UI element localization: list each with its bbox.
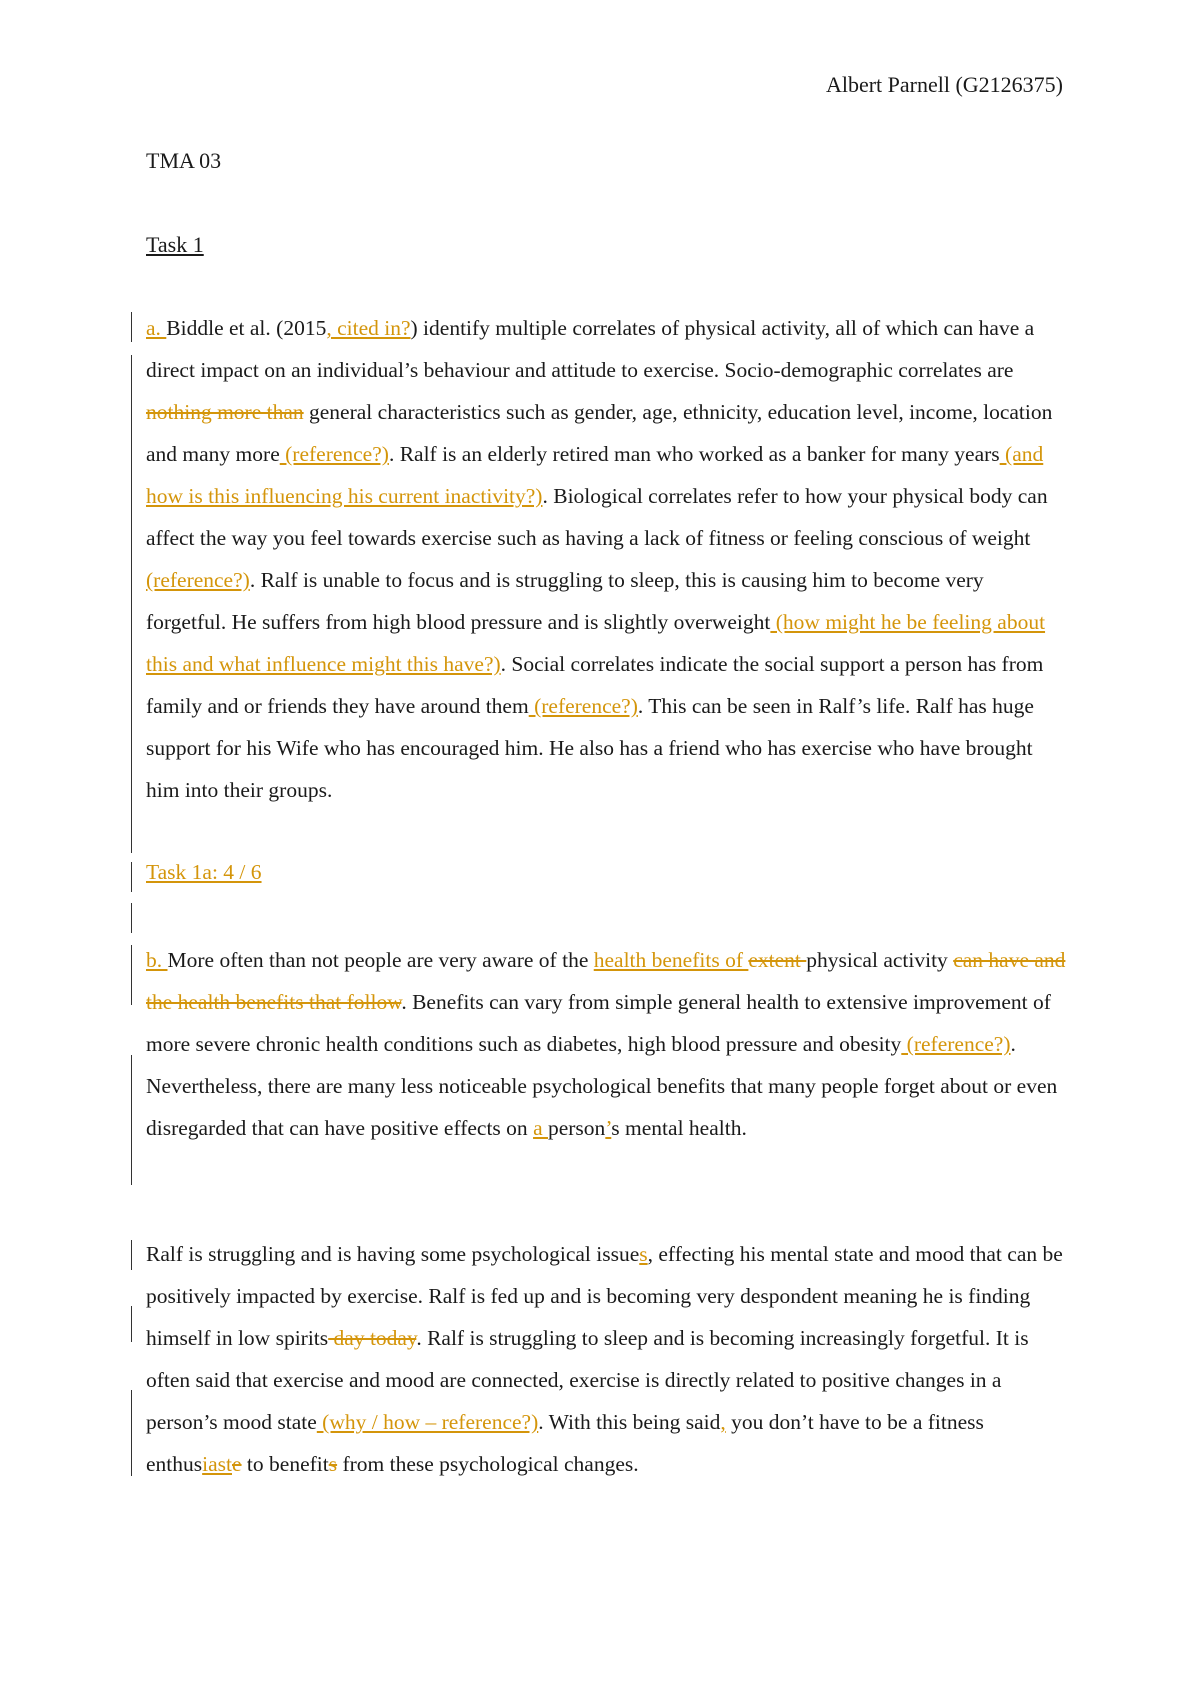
paragraph-task-1a: a. Biddle et al. (2015, cited in?) identify multiple correlates of physical activity, all of which can have a direct impact on an individual’s behaviour and attitude to exercise. Socio-demographic correlates are nothing more than general characteristics such as gender, age, ethnicity, education level, income, location and many more (reference?). Ralf is an elderly retired man who worked as a banker for many years (and how is this influencing his current inactivity?). Biological correlates refer to how your physical body can affect the way you feel towards exercise such as having a lack of fitness or feeling conscious of weight (reference?). Ralf is unable to focus and is struggling to sleep, this is causing him to become very forgetful. He suffers from high blood pressure and is slightly overweight (how might he be feeling about this and what influence might this have?). Social correlates indicate the social support a person has from family and or friends they have around them (reference?). This can be seen in Ralf’s life. Ralf has huge support for his Wife who has encouraged him. He also has a friend who has exercise who have brought him into their groups. <box>146 316 1053 802</box>
comment-insertion: (reference?) <box>279 442 389 466</box>
revision-bar <box>131 1306 132 1342</box>
revision-bar <box>131 312 132 342</box>
task-score: Task 1a: 4 / 6 <box>146 860 262 884</box>
comment-insertion: (and how is this influencing his current inactivity?) <box>146 442 1044 508</box>
revision-bar <box>131 945 132 1005</box>
inserted-text: iast <box>202 1452 232 1476</box>
comment-insertion: (why / how – reference?) <box>316 1410 539 1434</box>
revision-bar <box>131 862 132 892</box>
page-title: TMA 03 <box>146 148 222 173</box>
deleted-text: nothing more than <box>146 400 304 424</box>
inserted-text: a. <box>146 316 167 340</box>
paragraph-task-1b-continued: Ralf is struggling and is having some psychological issues, effecting his mental state and mood that can be positively impacted by exercise. Ralf is fed up and is becoming very despondent meaning he is finding himself in low spirits day today. Ralf is struggling to sleep and is becoming increasingly forgetful. It is often said that exercise and mood are connected, exercise is directly related to positive changes in a person’s mood state (why / how – reference?). With this being said, you don’t have to be a fitness enthusiaste to benefits from these psychological changes. <box>146 1242 1063 1476</box>
comment-insertion: (reference?) <box>146 568 250 592</box>
deleted-text: day today <box>328 1326 417 1350</box>
inserted-text: , <box>720 1410 726 1434</box>
task-heading: Task 1 <box>146 232 204 257</box>
revision-bar <box>131 355 132 853</box>
revision-bar <box>131 1240 132 1270</box>
revision-bar <box>131 1390 132 1476</box>
deleted-text: extent <box>748 948 807 972</box>
deleted-text: can have and the health benefits that follow <box>146 948 1066 1014</box>
comment-insertion: (reference?) <box>901 1032 1011 1056</box>
inserted-text: a <box>533 1116 548 1140</box>
inserted-text: ’ <box>605 1116 612 1140</box>
inserted-text: s <box>639 1242 648 1266</box>
deleted-text: e <box>232 1452 242 1476</box>
comment-insertion: (how might he be feeling about this and what influence might this have?) <box>146 610 1046 676</box>
paragraph-task-1b: b. More often than not people are very aware of the health benefits of extent physical activity can have and the health benefits that follow. Benefits can vary from simple general health to extensive improvement of more severe chronic health conditions such as diabetes, high blood pressure and obesity (reference?). Nevertheless, there are many less noticeable psychological benefits that many people forget about or even disregarded that can have positive effects on a person’s mental health. <box>146 948 1066 1140</box>
deleted-text: s <box>328 1452 338 1476</box>
inserted-text: b. <box>146 948 168 972</box>
revision-bar <box>131 903 132 933</box>
comment-insertion: (reference?) <box>528 694 638 718</box>
revision-bar <box>131 1055 132 1185</box>
comment-insertion: , cited in? <box>326 316 411 340</box>
author-header: Albert Parnell (G2126375) <box>825 72 1063 97</box>
inserted-text: health benefits of <box>593 948 749 972</box>
